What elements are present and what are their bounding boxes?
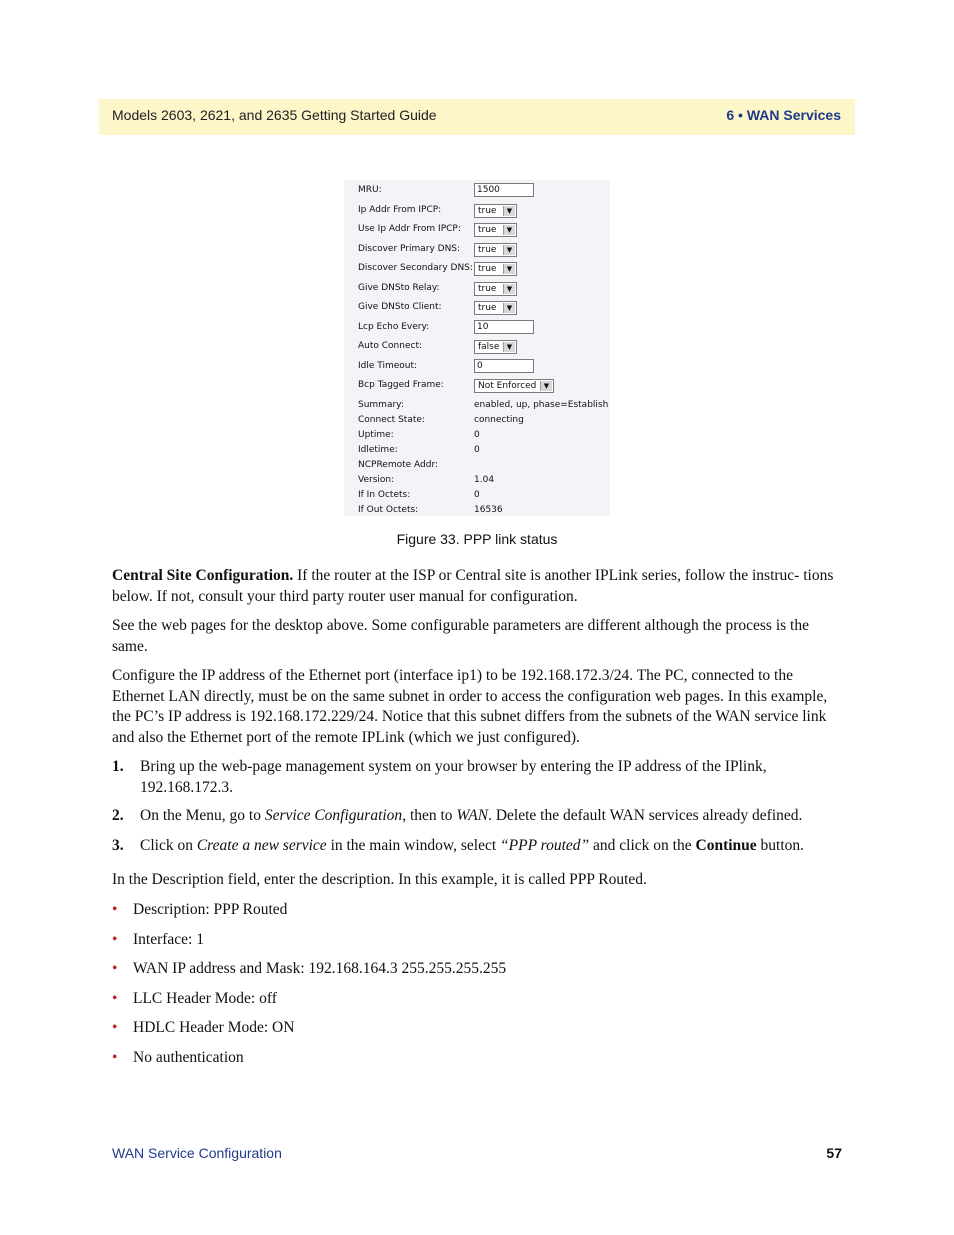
field-label: Give DNSto Relay: [358,283,440,293]
select-value: true [478,284,497,294]
chapter-number: 6 [726,107,735,123]
field-label: MRU: [358,185,382,195]
bullet-text: No authentication [133,1049,244,1066]
chevron-down-icon[interactable]: ▼ [503,342,515,352]
continue-button-ref: Continue [695,837,757,854]
field-value: 0 [474,490,480,500]
chevron-down-icon[interactable]: ▼ [503,206,515,216]
dropdown-select[interactable] [474,223,517,237]
bullet-text: HDLC Header Mode: ON [133,1019,295,1036]
menu-wan: WAN [456,807,489,824]
bullet-text: LLC Header Mode: off [133,990,277,1007]
field-label: Give DNSto Client: [358,302,442,312]
ppp-link-status-screenshot [344,180,610,516]
field-label: Bcp Tagged Frame: [358,380,444,390]
chevron-down-icon[interactable]: ▼ [503,303,515,313]
select-value: true [478,206,497,216]
bullet-icon: • [112,960,118,977]
text-field[interactable]: 1500 [474,183,534,197]
figure-caption: Figure 33. PPP link status [396,531,558,547]
dropdown-select[interactable] [474,379,554,393]
status-row [358,503,608,519]
header-chapter [726,107,841,123]
status-row [358,300,608,316]
bullet-icon: • [112,901,118,918]
paragraph-central-site [112,566,842,607]
step-text: Click on Create a new service in the main window, select “PPP routed” and click on the Continue button. [140,837,805,854]
bullet-text: Description: PPP Routed [133,901,288,918]
select-value: true [478,264,497,274]
status-row [358,378,608,394]
paragraph-configure-ip: Configure the IP address of the Ethernet port (interface ip1) to be 192.168.172.3/24. The PC, connected to the Ethernet LAN directly, must be on the same subnet in order to access the configuration web pages. In this example, the PC’s IP address is 192.168.172.229/24. Notice that this subnet differs from the subnets of the WAN service link and also the Ethernet port of the remote IPLink (which we just configured). [112,667,828,746]
bullet-icon: • [112,931,118,948]
field-label: If Out Octets: [358,505,419,515]
status-row [358,242,608,258]
select-value: true [478,303,497,313]
field-label: Idle Timeout: [358,361,418,371]
step-number: 1. [112,758,124,775]
dropdown-select[interactable] [474,204,517,218]
status-row [358,183,608,199]
status-row [358,488,608,504]
field-label: Discover Secondary DNS: [358,263,473,273]
select-value: true [478,245,497,255]
step-text: Bring up the web-page management system on your browser by entering the IP address of the IPlink, 192.168.172.3. [140,758,767,796]
status-row [358,222,608,238]
field-label: Idletime: [358,445,398,455]
menu-service-configuration: Service Configuration [264,807,403,824]
field-value: 0 [474,445,480,455]
text-field[interactable]: 0 [474,359,534,373]
dropdown-select[interactable] [474,301,517,315]
bullet-text: WAN IP address and Mask: 192.168.164.3 255.255.255.255 [133,960,507,977]
field-label: NCPRemote Addr: [358,460,439,470]
bullet-icon: • [112,1049,118,1066]
status-row [358,398,608,414]
paragraph-description-field: In the Description field, enter the description. In this example, it is called PPP Routed. [112,871,647,888]
status-row [358,443,608,459]
field-label: Lcp Echo Every: [358,322,430,332]
chevron-down-icon[interactable]: ▼ [540,381,552,391]
chevron-down-icon[interactable]: ▼ [503,284,515,294]
field-label: Use Ip Addr From IPCP: [358,224,461,234]
status-row [358,473,608,489]
text-field[interactable]: 10 [474,320,534,334]
running-header [99,99,855,135]
status-row [358,428,608,444]
field-label: Discover Primary DNS: [358,244,461,254]
field-value: enabled, up, phase=Establish [474,400,609,410]
status-row [358,359,608,375]
status-row [358,320,608,336]
field-value: 16536 [474,505,503,515]
field-label: Ip Addr From IPCP: [358,205,442,215]
dropdown-select[interactable] [474,282,517,296]
field-value: 0 [474,430,480,440]
bullet-icon: • [112,990,118,1007]
page-number: 57 [826,1145,842,1161]
select-value: true [478,225,497,235]
status-row [358,413,608,429]
paragraph-see-web-pages: See the web pages for the desktop above. Some configurable parameters are different although the process is the same. [112,617,809,655]
field-label: Connect State: [358,415,425,425]
chapter-title: WAN Services [746,107,841,123]
field-label: Auto Connect: [358,341,423,351]
step-text: On the Menu, go to Service Configuration, then to WAN. Delete the default WAN services already defined. [140,807,803,824]
dropdown-select[interactable] [474,243,517,257]
field-label: If In Octets: [358,490,411,500]
select-value: false [478,342,500,352]
dropdown-select[interactable] [474,262,517,276]
bullet-text: Interface: 1 [133,931,204,948]
paragraph-text: If the router at the ISP or Central site is another IPLink series, follow the instruc- tions below. If not, consult your third party router user manual for configuration. [112,567,834,605]
chapter-separator: • [738,107,743,123]
chevron-down-icon[interactable]: ▼ [503,245,515,255]
field-label: Uptime: [358,430,394,440]
status-row [358,458,608,474]
header-title: Models 2603, 2621, and 2635 Getting Started Guide [112,107,437,123]
dropdown-select[interactable] [474,340,517,354]
field-value: connecting [474,415,524,425]
link-create-new-service: Create a new service [196,837,327,854]
footer-section: WAN Service Configuration [112,1145,282,1161]
status-row [358,261,608,277]
status-row [358,339,608,355]
option-ppp-routed: “PPP routed” [500,837,590,854]
step-number: 3. [112,837,124,854]
step-number: 2. [112,807,124,824]
status-row [358,281,608,297]
chevron-down-icon[interactable]: ▼ [503,264,515,274]
select-value: Not Enforced [478,381,537,391]
field-label: Summary: [358,400,404,410]
bullet-icon: • [112,1019,118,1036]
chevron-down-icon[interactable]: ▼ [503,225,515,235]
field-label: Version: [358,475,395,485]
field-value: 1.04 [474,475,495,485]
status-row [358,203,608,219]
run-in-heading: Central Site Configuration. [112,567,294,584]
